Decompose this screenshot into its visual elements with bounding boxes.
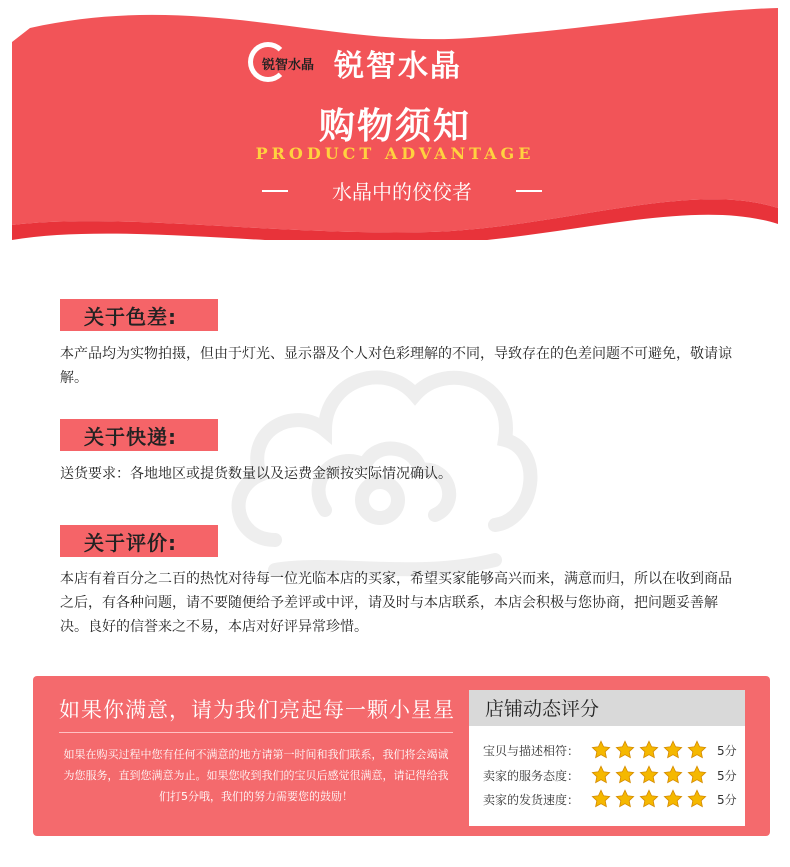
star-rating — [591, 789, 707, 809]
star-icon — [639, 765, 659, 785]
section-text-color-difference: 本产品均为实物拍摄，但由于灯光、显示器及个人对色彩理解的不同，导致存在的色差问题不可避免，敬请谅解。 — [60, 346, 732, 386]
section-text-shipping: 送货要求：各地地区或提货数量以及运费金额按实际情况确认。 — [60, 466, 452, 482]
rating-box-title: 如果你满意，请为我们亮起每一颗小星星 — [59, 698, 455, 722]
brand-logo — [248, 40, 462, 86]
star-icon — [615, 789, 635, 809]
rating-box-text: 如果在购买过程中您有任何不满意的地方请第一时间和我们联系，我们将会竭诚为您服务，直到您满意为止。如果您收到我们的宝贝后感觉很满意，请记得给我们打5分哦，我们的努力需要您的鼓励！ — [63, 748, 449, 803]
star-icon — [591, 789, 611, 809]
logo-mark-text: 锐智水晶 — [262, 58, 315, 73]
score-label: 宝贝与描述相符： — [483, 743, 580, 758]
star-rating — [591, 765, 707, 785]
score-row-service — [483, 765, 737, 785]
score-value: 5分 — [717, 743, 737, 758]
section-label-review: 关于评价: — [60, 525, 218, 557]
star-icon — [663, 740, 683, 760]
star-icon — [591, 740, 611, 760]
star-rating — [591, 740, 707, 760]
star-icon — [663, 789, 683, 809]
star-icon — [615, 765, 635, 785]
tagline-dash-right — [516, 190, 542, 192]
star-icon — [639, 789, 659, 809]
score-label: 卖家的发货速度： — [483, 792, 580, 807]
page-title: 购物须知 — [318, 106, 471, 147]
tagline-dash-left — [262, 190, 288, 192]
star-icon — [591, 765, 611, 785]
star-icon — [687, 740, 707, 760]
brand-name: 锐智水晶 — [334, 49, 462, 84]
logo-mark — [248, 40, 326, 86]
rating-box — [33, 676, 770, 836]
score-value: 5分 — [717, 792, 737, 807]
rating-box-divider — [59, 732, 453, 733]
star-icon — [687, 789, 707, 809]
star-icon — [663, 765, 683, 785]
tagline — [262, 176, 542, 205]
section-label-shipping: 关于快递: — [60, 419, 218, 451]
shop-score-panel — [469, 690, 745, 826]
tagline-text: 水晶中的佼佼者 — [332, 180, 472, 204]
shop-score-title: 店铺动态评分 — [469, 690, 745, 726]
star-icon — [615, 740, 635, 760]
star-icon — [639, 740, 659, 760]
section-text-review: 本店有着百分之二百的热忱对待每一位光临本店的买家，希望买家能够高兴而来，满意而归，所以在收到商品之后，有各种问题，请不要随便给予差评或中评，请及时与本店联系，本店会积极与您协商，把问题妥善解决。良好的信誉来之不易，本店对好评异常珍惜。 — [60, 571, 732, 635]
star-icon — [687, 765, 707, 785]
score-value: 5分 — [717, 768, 737, 783]
score-row-shipping-speed — [483, 789, 737, 809]
section-label-color-difference: 关于色差: — [60, 299, 218, 331]
score-row-description — [483, 740, 737, 760]
page-subtitle-en: PRODUCT ADVANTAGE — [255, 144, 535, 163]
score-label: 卖家的服务态度： — [483, 768, 580, 783]
